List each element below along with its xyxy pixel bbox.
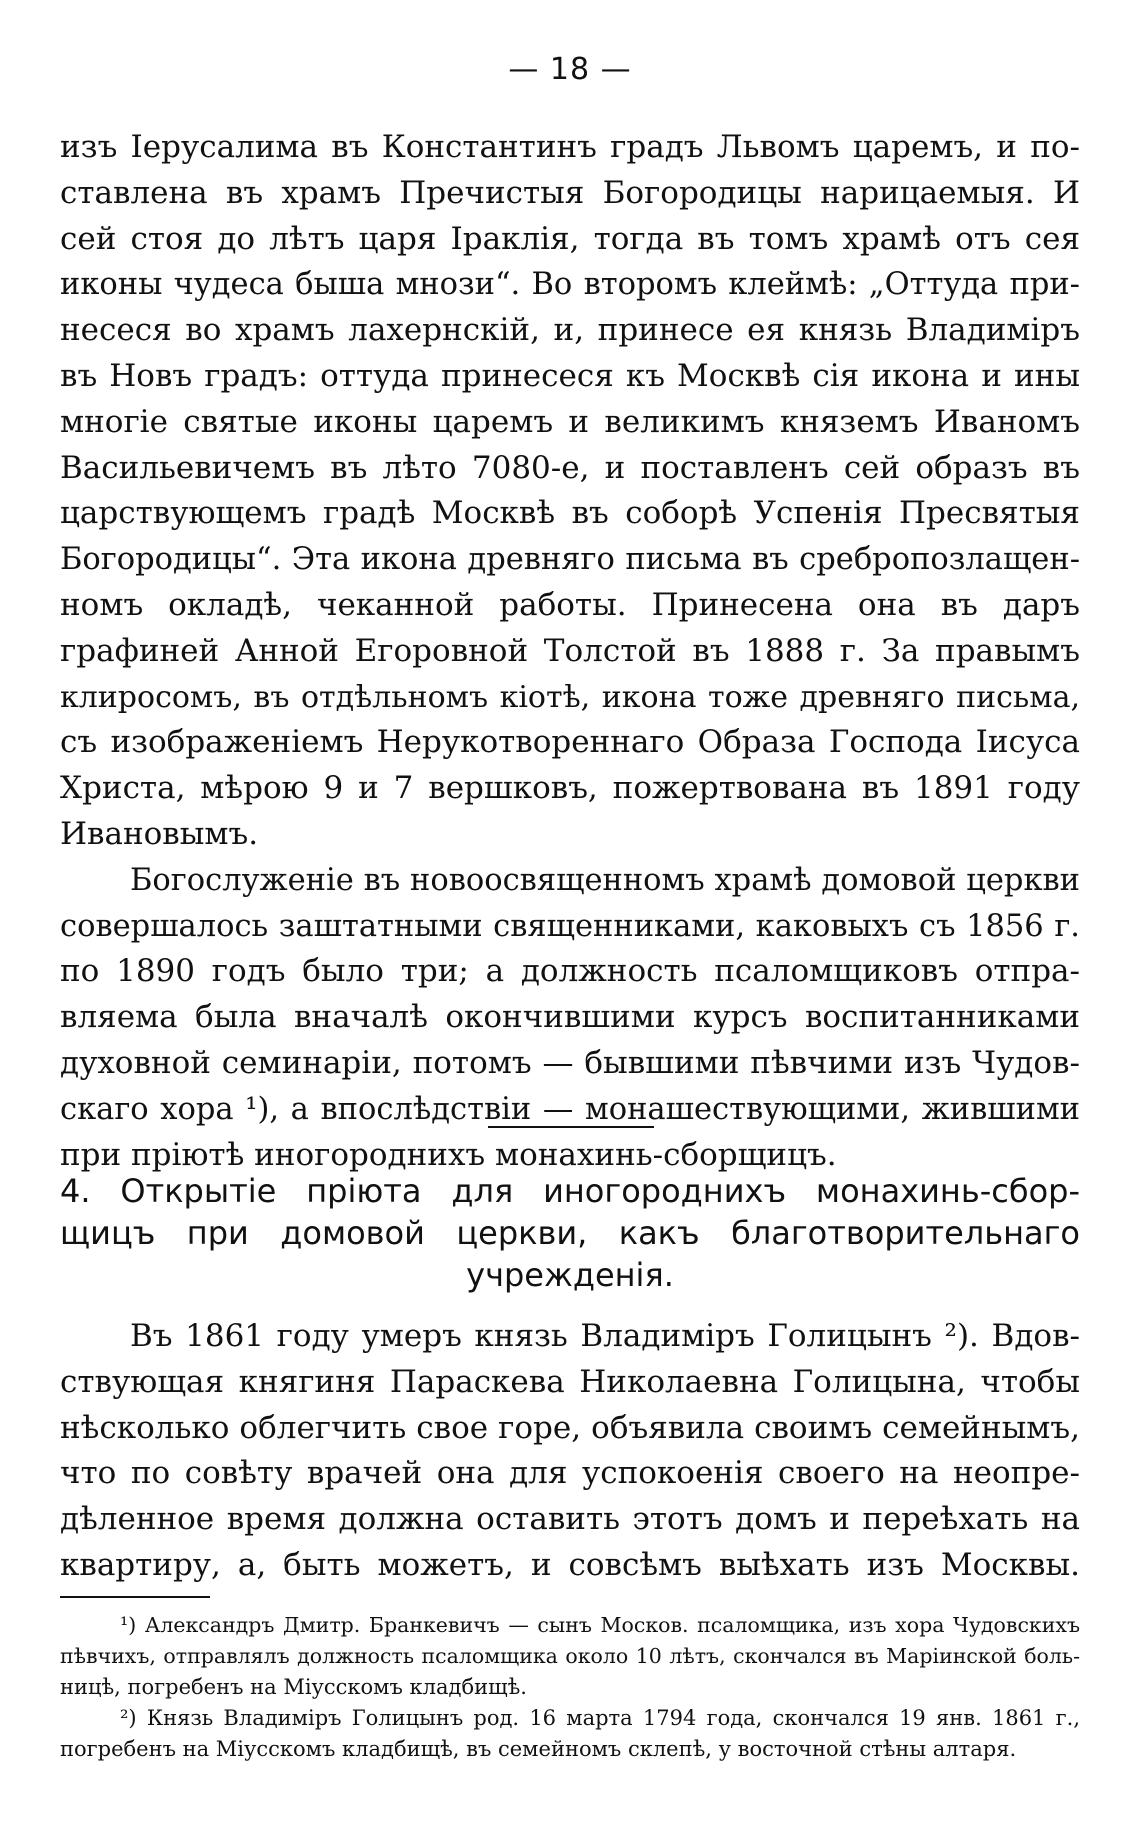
page-number: — 18 — xyxy=(508,52,632,87)
text-line: Богородицы“. Эта икона древняго письма въ сребропозлащен- xyxy=(60,542,1080,578)
text-line: Ивановымъ. xyxy=(60,815,259,852)
heading-line: 4. Открытіе пріюта для иногороднихъ монахинь-сбор- xyxy=(60,1172,1080,1210)
text-line: Богослуженіе въ новоосвященномъ храмѣ домовой церкви xyxy=(130,862,1080,898)
text-line: иконы чудеса быша мнози“. Во второмъ клеймѣ: „Оттуда при- xyxy=(60,267,1080,303)
text-line: при пріютѣ иногороднихъ монахинь-сборщицъ. xyxy=(60,1136,837,1173)
text-line: Въ 1861 году умеръ князь Владиміръ Голицынъ ²). Вдов- xyxy=(130,1318,1080,1354)
footnote-rule xyxy=(60,1596,210,1598)
text-line: что по совѣту врачей она для успокоенія своего на неопре- xyxy=(60,1455,1080,1492)
body-text-upper xyxy=(60,125,1080,1178)
text-line: графиней Анной Егоровной Толстой въ 1888 г. За правымъ xyxy=(60,632,1080,669)
section-divider xyxy=(488,1126,654,1128)
footnotes xyxy=(60,1610,1080,1765)
text-line: совершалось заштатными священниками, каковыхъ съ 1856 г. xyxy=(60,908,1080,944)
text-line: скаго хора ¹), а впослѣдствіи — монашествующими, жившими xyxy=(60,1091,1080,1127)
text-line: клиросомъ, въ отдѣльномъ кіотѣ, икона тоже древняго письма, xyxy=(60,679,1080,715)
text-line: вляема была вначалѣ окончившими курсъ воспитанниками xyxy=(60,999,1080,1036)
footnote-line: погребенъ на Міусскомъ кладбищѣ, въ семейномъ склепѣ, у восточной стѣны алтаря. xyxy=(60,1737,1017,1761)
text-line: по 1890 годъ было три; а должность псаломщиковъ отпра- xyxy=(60,953,1080,990)
section-heading xyxy=(60,1170,1080,1296)
text-line: изъ Іерусалима въ Константинъ градъ Львомъ царемъ, и по- xyxy=(60,129,1080,165)
footnote-line: ²) Князь Владиміръ Голицынъ род. 16 марта 1794 года, скончался 19 янв. 1861 г., xyxy=(120,1706,1080,1730)
text-line: ствующая княгиня Параскева Николаевна Голицына, чтобы xyxy=(60,1363,1080,1400)
text-line: царствующемъ градѣ Москвѣ въ соборѣ Успенія Пресвятыя xyxy=(60,495,1080,532)
text-line: въ Новъ градъ: оттуда принесеся къ Москвѣ сія икона и ины xyxy=(60,357,1080,394)
text-line: дѣленное время должна оставить этотъ домъ и переѣхать на xyxy=(60,1501,1080,1538)
text-line: квартиру, а, быть можетъ, и совсѣмъ выѣхать изъ Москвы. xyxy=(60,1546,1080,1583)
text-line: номъ окладѣ, чеканной работы. Принесена она въ даръ xyxy=(60,586,1080,623)
text-line: сей стоя до лѣтъ царя Іраклія, тогда въ томъ храмѣ отъ сея xyxy=(60,220,1080,257)
footnote-line: ницѣ, погребенъ на Міусскомъ кладбищѣ. xyxy=(60,1675,527,1699)
footnote-line: ¹) Александръ Дмитр. Бранкевичъ — сынъ Москов. псаломщика, изъ хора Чудовскихъ xyxy=(120,1613,1080,1637)
text-line: духовной семинаріи, потомъ — бывшими пѣвчими изъ Чудов- xyxy=(60,1044,1080,1081)
text-line: несеся во храмъ лахернскій, и, принесе ея князь Владиміръ xyxy=(60,312,1080,349)
text-line: ставлена въ храмъ Пречистыя Богородицы нарицаемыя. И xyxy=(60,174,1080,211)
text-line: нѣсколько облегчить свое горе, объявила своимъ семейнымъ, xyxy=(60,1409,1080,1446)
text-line: Христа, мѣрою 9 и 7 вершковъ, пожертвована въ 1891 году xyxy=(60,770,1080,807)
heading-line: учрежденія. xyxy=(466,1256,674,1294)
text-line: Васильевичемъ въ лѣто 7080-е, и поставленъ сей образъ въ xyxy=(60,449,1080,486)
text-line: съ изображеніемъ Нерукотвореннаго Образа Господа Іисуса xyxy=(60,724,1080,761)
heading-line: щицъ при домовой церкви, какъ благотворительнаго xyxy=(60,1214,1080,1252)
footnote-line: пѣвчихъ, отправлялъ должность псаломщика около 10 лѣтъ, скончался въ Маріинской боль- xyxy=(60,1644,1080,1668)
text-line: многіе святые иконы царемъ и великимъ княземъ Иваномъ xyxy=(60,403,1080,440)
body-text-lower xyxy=(60,1314,1080,1589)
